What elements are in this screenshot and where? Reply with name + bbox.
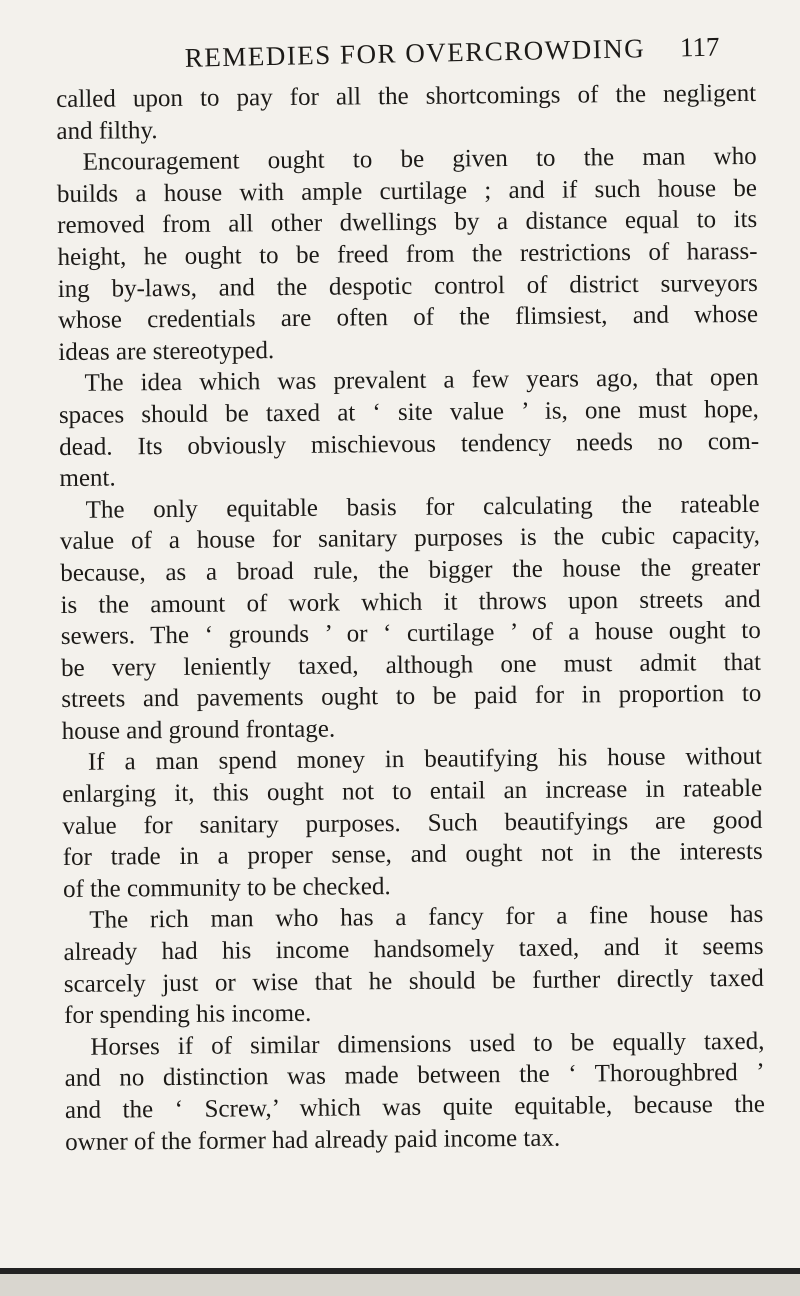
body-text [56,78,765,1158]
text-line: value for sanitary purposes. Such beautifyings are good [62,806,763,840]
text-line: The only equitable basis for calculating the rateable [85,490,760,524]
text-line: is the amount of work which it throws upon streets and [60,585,761,619]
text-line: Encouragement ought to be given to the man who [82,143,757,176]
text-line: scarcely just or wise that he should be further directly taxed [63,964,764,998]
text-line: and filthy. [56,116,158,145]
text-line: dead. Its obviously mischievous tendency needs no com- [59,427,760,461]
text-line: owner of the former had already paid income tax. [65,1124,561,1156]
text-line: house and ground frontage. [61,715,336,745]
text-line: called upon to pay for all the shortcomings of the negligent [56,79,757,113]
text-line: sewers. The ‘ grounds ’ or ‘ curtilage ’ of a house ought to [60,616,761,651]
page-number: 117 [679,31,720,63]
page-edge-shadow [0,1274,800,1296]
text-line: The rich man who has a fancy for a fine house has [89,901,764,935]
text-line: spaces should be taxed at ‘ site value ’ is, one must hope, [58,395,759,429]
text-line: ment. [59,464,116,493]
text-line: whose credentials are often of the flimsiest, and whose [57,301,759,335]
text-line: value of a house for sanitary purposes is the cubic capacity, [59,522,761,556]
text-line: for trade in a proper sense, and ought not in the interests [62,838,763,872]
text-line: ing by-laws, and the despotic control of district surveyors [57,269,758,303]
text-line: builds a house with ample curtilage ; and if such house be [56,174,758,208]
text-line: because, as a broad rule, the bigger the house the greater [60,553,761,587]
text-line: and no distinction was made between the ‘ Thoroughbred ’ [64,1059,765,1093]
text-line: streets and pavements ought to be paid for in proportion to [61,680,762,714]
text-line: already had his income handsomely taxed, and it seems [63,932,764,966]
text-line: be very leniently taxed, although one must admit that [60,648,762,682]
text-line: Horses if of similar dimensions used to be equally taxed, [90,1027,765,1061]
running-head: REMEDIES FOR OVERCROWDING [184,33,646,73]
text-line: ideas are stereotyped. [58,336,275,366]
text-line: for spending his income. [64,1000,312,1030]
text-line: The idea which was prevalent a few years ago, that open [84,364,759,398]
text-line: and the ‘ Screw,’ which was quite equitable, because the [64,1090,766,1124]
text-line: enlarging it, this ought not to entail an increase in rateable [62,774,763,809]
text-line: If a man spend money in beautifying his house without [87,743,763,777]
text-line: removed from all other dwellings by a distance equal to its [57,206,758,240]
text-line: height, he ought to be freed from the restrictions of harass- [57,237,758,271]
text-line: of the community to be checked. [62,872,391,903]
